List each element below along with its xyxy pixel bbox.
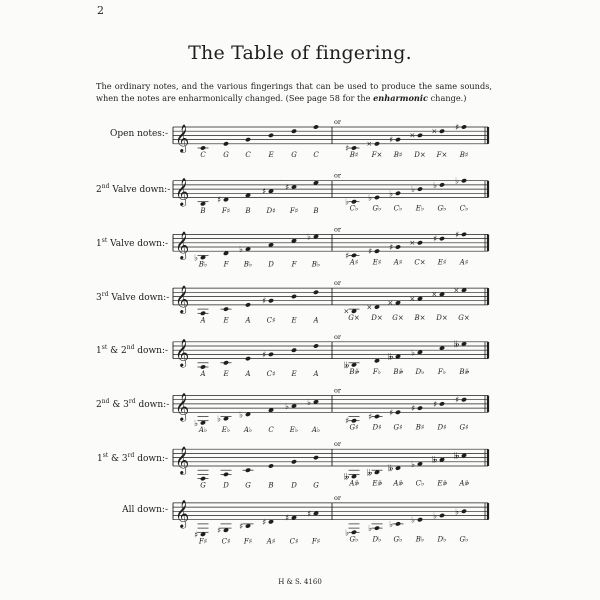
notehead <box>439 513 445 518</box>
accidental-icon: ♯ <box>389 135 394 146</box>
label-text: 1 <box>96 346 102 357</box>
label-text: 1 <box>96 453 103 464</box>
accidental-icon: ♭ <box>368 193 373 204</box>
note-name: A♭ <box>311 425 321 434</box>
accidental-icon: ♭ <box>411 515 416 526</box>
note-name: B𝄫 <box>459 367 469 376</box>
notehead <box>395 410 401 415</box>
note-name: G <box>291 151 297 159</box>
note-name: G× <box>458 314 470 323</box>
note-name: G♭ <box>459 535 469 544</box>
accidental-icon: ♭ <box>239 245 244 256</box>
note-name: G♯ <box>349 423 359 432</box>
accidental-icon: × <box>366 140 373 149</box>
notehead <box>461 232 467 237</box>
note-name: B× <box>414 314 426 323</box>
accidental-icon: ♯ <box>345 416 350 427</box>
ordinal-suffix: rd <box>127 451 135 459</box>
note-name: G♯ <box>393 423 403 432</box>
accidental-icon: ♭ <box>307 397 312 408</box>
note-name: A𝄫 <box>459 479 469 488</box>
note-name: G♭ <box>393 535 403 544</box>
accidental-icon: ♯ <box>262 517 267 528</box>
note-name: F♯ <box>311 537 321 546</box>
accidental-icon: ♯ <box>345 144 350 154</box>
note-name: F♭ <box>372 367 382 376</box>
notehead <box>313 455 319 460</box>
note-name: D <box>291 481 297 490</box>
note-name: E <box>223 370 229 378</box>
note-name: A <box>200 370 206 378</box>
notehead <box>374 141 380 146</box>
accidental-icon: 𝄫 <box>388 352 394 363</box>
notehead <box>200 145 206 150</box>
notehead <box>351 418 357 423</box>
accidental-icon: ♭ <box>411 459 416 470</box>
notehead <box>313 290 319 295</box>
note-name: G× <box>348 314 360 323</box>
note-name: G♭ <box>372 204 382 213</box>
accidental-icon: ♯ <box>262 187 267 198</box>
note-name: A <box>313 316 319 325</box>
notehead <box>417 240 423 245</box>
notehead <box>439 236 445 241</box>
note-name: G♭ <box>349 535 359 544</box>
publisher-code: H & S. 4160 <box>278 578 322 586</box>
notehead <box>291 459 297 464</box>
notehead <box>417 133 423 138</box>
label-text: Valve down:- <box>109 185 171 196</box>
notehead <box>268 133 274 138</box>
label-text: down:- <box>134 453 168 464</box>
notehead <box>395 244 401 249</box>
notehead <box>395 191 401 196</box>
note-name: E𝄫 <box>372 479 382 488</box>
accidental-icon: ♭ <box>345 197 350 208</box>
note-name: B♭ <box>198 260 208 269</box>
label-text: 2 <box>96 185 102 196</box>
accidental-icon: ♯ <box>345 251 350 262</box>
accidental-icon: ♯ <box>285 183 290 193</box>
note-name: B♯ <box>459 151 469 159</box>
accidental-icon: 𝄫 <box>454 451 460 462</box>
note-name: D♭ <box>372 535 382 544</box>
label-text: 1 <box>96 238 102 249</box>
accidental-icon: ♭ <box>411 185 416 196</box>
note-name: G♭ <box>437 204 447 213</box>
note-name: G <box>313 481 319 490</box>
intro-text: The ordinary notes, and the various fingerings that can be used to produce the same sounds, when the notes are enharmonically changed. (See page 58 for the <box>96 81 492 103</box>
label-text: down:- <box>134 346 169 357</box>
accidental-icon: × <box>409 239 416 248</box>
accidental-icon: ♯ <box>217 195 222 206</box>
note-name: C♯ <box>266 370 276 378</box>
accidental-icon: 𝄫 <box>454 339 460 350</box>
note-name: B𝄫 <box>393 367 403 376</box>
notehead <box>245 356 251 361</box>
note-name: C♭ <box>349 204 359 213</box>
note-name: C♯ <box>289 537 299 546</box>
accidental-icon: ♯ <box>389 408 394 419</box>
label-text: Valve down:- <box>108 292 170 303</box>
note-name: E <box>291 316 297 325</box>
notehead <box>223 472 229 477</box>
note-name: D <box>268 260 274 269</box>
notehead <box>374 414 380 419</box>
note-name: A♭ <box>243 425 253 434</box>
note-name: D× <box>436 314 448 323</box>
accidental-icon: × <box>409 131 416 140</box>
note-name: A <box>245 316 251 325</box>
note-name: D♭ <box>415 367 425 376</box>
ordinal-suffix: rd <box>101 290 109 298</box>
note-name: B♭ <box>311 260 321 269</box>
ordinal-suffix: st <box>101 344 108 352</box>
accidental-icon: × <box>453 286 460 295</box>
notehead <box>417 517 423 522</box>
accidental-icon: × <box>431 290 438 299</box>
accidental-icon: ♭ <box>389 519 394 530</box>
accidental-icon: 𝄫 <box>388 464 394 475</box>
note-name: C× <box>414 258 426 267</box>
accidental-icon: ♭ <box>455 507 460 518</box>
note-name: F♯ <box>221 206 231 215</box>
label-text: & 3 <box>109 399 129 410</box>
notehead <box>245 137 251 142</box>
treble-clef-icon: 𝄞 <box>175 284 190 313</box>
treble-clef-icon: 𝄞 <box>175 446 190 474</box>
note-name: B <box>245 206 251 215</box>
ordinal-suffix: nd <box>126 344 135 352</box>
note-name: E♯ <box>437 258 447 267</box>
note-name: B <box>200 206 206 215</box>
note-name: C <box>313 151 319 159</box>
notehead <box>245 302 251 307</box>
note-name: E♭ <box>289 425 299 434</box>
note-name: G♯ <box>459 423 469 432</box>
notehead <box>313 124 319 129</box>
note-name: F♯ <box>289 206 299 215</box>
accidental-icon: ♭ <box>433 511 438 522</box>
accidental-icon: ♭ <box>368 524 373 535</box>
accidental-icon: ♯ <box>455 395 460 406</box>
accidental-icon: ♭ <box>194 253 199 264</box>
note-name: A♭ <box>198 425 208 434</box>
accidental-icon: ♭ <box>411 348 416 359</box>
accidental-icon: ♯ <box>285 513 290 524</box>
treble-clef-icon: 𝄞 <box>175 499 190 528</box>
note-name: F♭ <box>437 367 447 376</box>
label-text: & 3 <box>108 453 128 464</box>
accidental-icon: ♯ <box>217 526 222 537</box>
note-name: A♯ <box>393 258 403 267</box>
note-name: D♯ <box>266 206 276 215</box>
note-name: C♭ <box>459 204 469 213</box>
accidental-icon: ♯ <box>455 230 460 241</box>
notehead <box>351 199 357 204</box>
note-name: B♭ <box>415 535 425 544</box>
note-name: F♯ <box>198 537 208 546</box>
accidental-icon: × <box>366 303 373 312</box>
or-label: or <box>334 386 342 395</box>
note-name: B <box>313 206 319 215</box>
or-label: or <box>334 493 342 502</box>
note-name: F <box>291 260 297 269</box>
accidental-icon: ♯ <box>239 522 244 532</box>
note-name: B♯ <box>393 151 403 159</box>
note-name: A𝄫 <box>393 479 403 488</box>
ordinal-suffix: rd <box>128 397 136 405</box>
notehead <box>417 186 423 191</box>
notehead <box>200 311 206 316</box>
notehead <box>461 124 467 129</box>
accidental-icon: ♭ <box>345 528 350 539</box>
note-name: G <box>223 151 229 159</box>
accidental-icon: ♭ <box>389 189 394 200</box>
notehead <box>461 509 467 514</box>
note-name: F× <box>371 151 383 159</box>
note-name: D♯ <box>437 423 447 432</box>
notehead <box>223 360 229 365</box>
note-name: A <box>245 370 251 378</box>
note-name: D♯ <box>372 423 382 432</box>
label-text: 2 <box>96 399 102 410</box>
label-text: Open notes:- <box>110 129 168 140</box>
treble-clef-icon: 𝄞 <box>175 392 190 421</box>
notehead <box>374 249 380 254</box>
treble-clef-icon: 𝄞 <box>175 177 190 206</box>
note-name: C♭ <box>393 204 403 213</box>
note-name: G <box>245 481 251 490</box>
note-name: D <box>223 481 229 490</box>
or-label: or <box>334 440 342 449</box>
label-text: down:- <box>135 399 170 410</box>
note-name: E♭ <box>415 204 425 213</box>
note-name: C♯ <box>221 537 231 546</box>
notehead <box>461 397 467 402</box>
note-name: A♯ <box>459 258 469 267</box>
ordinal-suffix: nd <box>101 183 110 191</box>
accidental-icon: ♯ <box>368 247 373 258</box>
note-name: C <box>200 151 206 159</box>
note-name: E♯ <box>372 258 382 267</box>
note-name: C♯ <box>266 316 276 325</box>
accidental-icon: × <box>387 299 394 308</box>
accidental-icon: ♯ <box>411 404 416 415</box>
accidental-icon: ♯ <box>262 350 267 361</box>
notehead <box>291 348 297 353</box>
accidental-icon: ♯ <box>389 243 394 253</box>
notehead <box>351 530 357 535</box>
or-label: or <box>334 279 342 288</box>
note-name: E <box>291 370 297 378</box>
accidental-icon: ♯ <box>368 412 373 423</box>
label-text: Valve down:- <box>107 238 169 249</box>
accidental-icon: ♭ <box>217 414 222 425</box>
notehead <box>439 182 445 187</box>
note-name: E♭ <box>221 425 231 434</box>
or-label: or <box>334 118 342 126</box>
notehead <box>374 525 380 530</box>
accidental-icon: × <box>431 127 438 136</box>
note-name: G× <box>392 314 404 323</box>
accidental-icon: ♯ <box>262 296 267 307</box>
page-number: 2 <box>97 4 104 17</box>
accidental-icon: 𝄫 <box>367 468 373 479</box>
or-label: or <box>334 171 342 180</box>
label-text: & 2 <box>107 346 127 357</box>
accidental-icon: ♭ <box>455 176 460 187</box>
accidental-icon: × <box>343 307 350 316</box>
label-text: 3 <box>96 292 102 303</box>
note-name: D♭ <box>437 535 447 544</box>
accidental-icon: 𝄫 <box>432 455 438 466</box>
ordinal-suffix: nd <box>101 397 110 405</box>
intro-text-end: change.) <box>427 93 467 103</box>
note-name: F× <box>436 151 448 159</box>
notehead <box>395 137 401 142</box>
notehead <box>223 141 229 146</box>
note-name: E𝄫 <box>437 479 447 488</box>
note-name: G <box>200 481 206 490</box>
accidental-icon: ♯ <box>433 399 438 410</box>
notehead <box>245 468 251 473</box>
notehead <box>351 253 357 258</box>
ordinal-suffix: st <box>101 236 108 244</box>
note-name: A <box>313 370 319 378</box>
accidental-icon: ♯ <box>455 123 460 133</box>
or-label: or <box>334 225 342 234</box>
notehead <box>291 294 297 299</box>
note-name: C <box>245 151 251 159</box>
treble-clef-icon: 𝄞 <box>175 338 190 367</box>
notehead <box>200 364 206 369</box>
notehead <box>374 195 380 200</box>
notehead <box>200 476 206 481</box>
accidental-icon: ♯ <box>307 509 312 520</box>
ordinal-suffix: st <box>102 451 109 459</box>
notehead <box>313 343 319 348</box>
note-name: D× <box>371 314 383 323</box>
note-name: B♯ <box>415 423 425 432</box>
accidental-icon: ♭ <box>194 418 199 429</box>
accidental-icon: ♭ <box>433 180 438 191</box>
note-name: E <box>223 316 229 325</box>
note-name: B <box>268 481 274 490</box>
notehead <box>461 178 467 183</box>
or-label: or <box>334 332 342 341</box>
accidental-icon: ♭ <box>239 410 244 421</box>
note-name: B𝄫 <box>349 367 359 376</box>
note-name: A♯ <box>349 258 359 267</box>
notehead <box>417 405 423 410</box>
accidental-icon: × <box>409 294 416 303</box>
note-name: B♯ <box>349 151 359 159</box>
notehead <box>291 129 297 134</box>
label-text: All down:- <box>122 505 168 516</box>
treble-clef-icon: 𝄞 <box>175 231 190 260</box>
notehead <box>268 298 274 303</box>
notehead <box>268 463 274 468</box>
notehead <box>439 401 445 406</box>
note-name: C <box>268 425 274 434</box>
page-title: The Table of fingering. <box>188 42 412 64</box>
note-name: F <box>223 260 229 269</box>
notehead <box>223 306 229 311</box>
note-name: A <box>200 316 206 325</box>
notehead <box>268 352 274 357</box>
note-name: F♯ <box>243 537 253 546</box>
accidental-icon: ♯ <box>433 234 438 245</box>
treble-clef-icon: 𝄞 <box>175 123 190 152</box>
accidental-icon: 𝄫 <box>344 360 350 371</box>
accidental-icon: 𝄫 <box>344 472 350 483</box>
note-name: C♭ <box>415 479 425 488</box>
intro-emphasis: enharmonic <box>373 93 428 103</box>
accidental-icon: ♭ <box>307 232 312 243</box>
note-name: B♭ <box>243 260 253 269</box>
note-name: A𝄫 <box>349 479 359 488</box>
note-name: A♯ <box>266 537 276 546</box>
notehead <box>439 129 445 134</box>
note-name: D× <box>414 151 426 159</box>
note-name: E <box>268 151 274 159</box>
notehead <box>351 145 357 150</box>
accidental-icon: ♭ <box>285 402 290 412</box>
accidental-icon: ♯ <box>194 530 199 541</box>
notehead <box>395 521 401 526</box>
